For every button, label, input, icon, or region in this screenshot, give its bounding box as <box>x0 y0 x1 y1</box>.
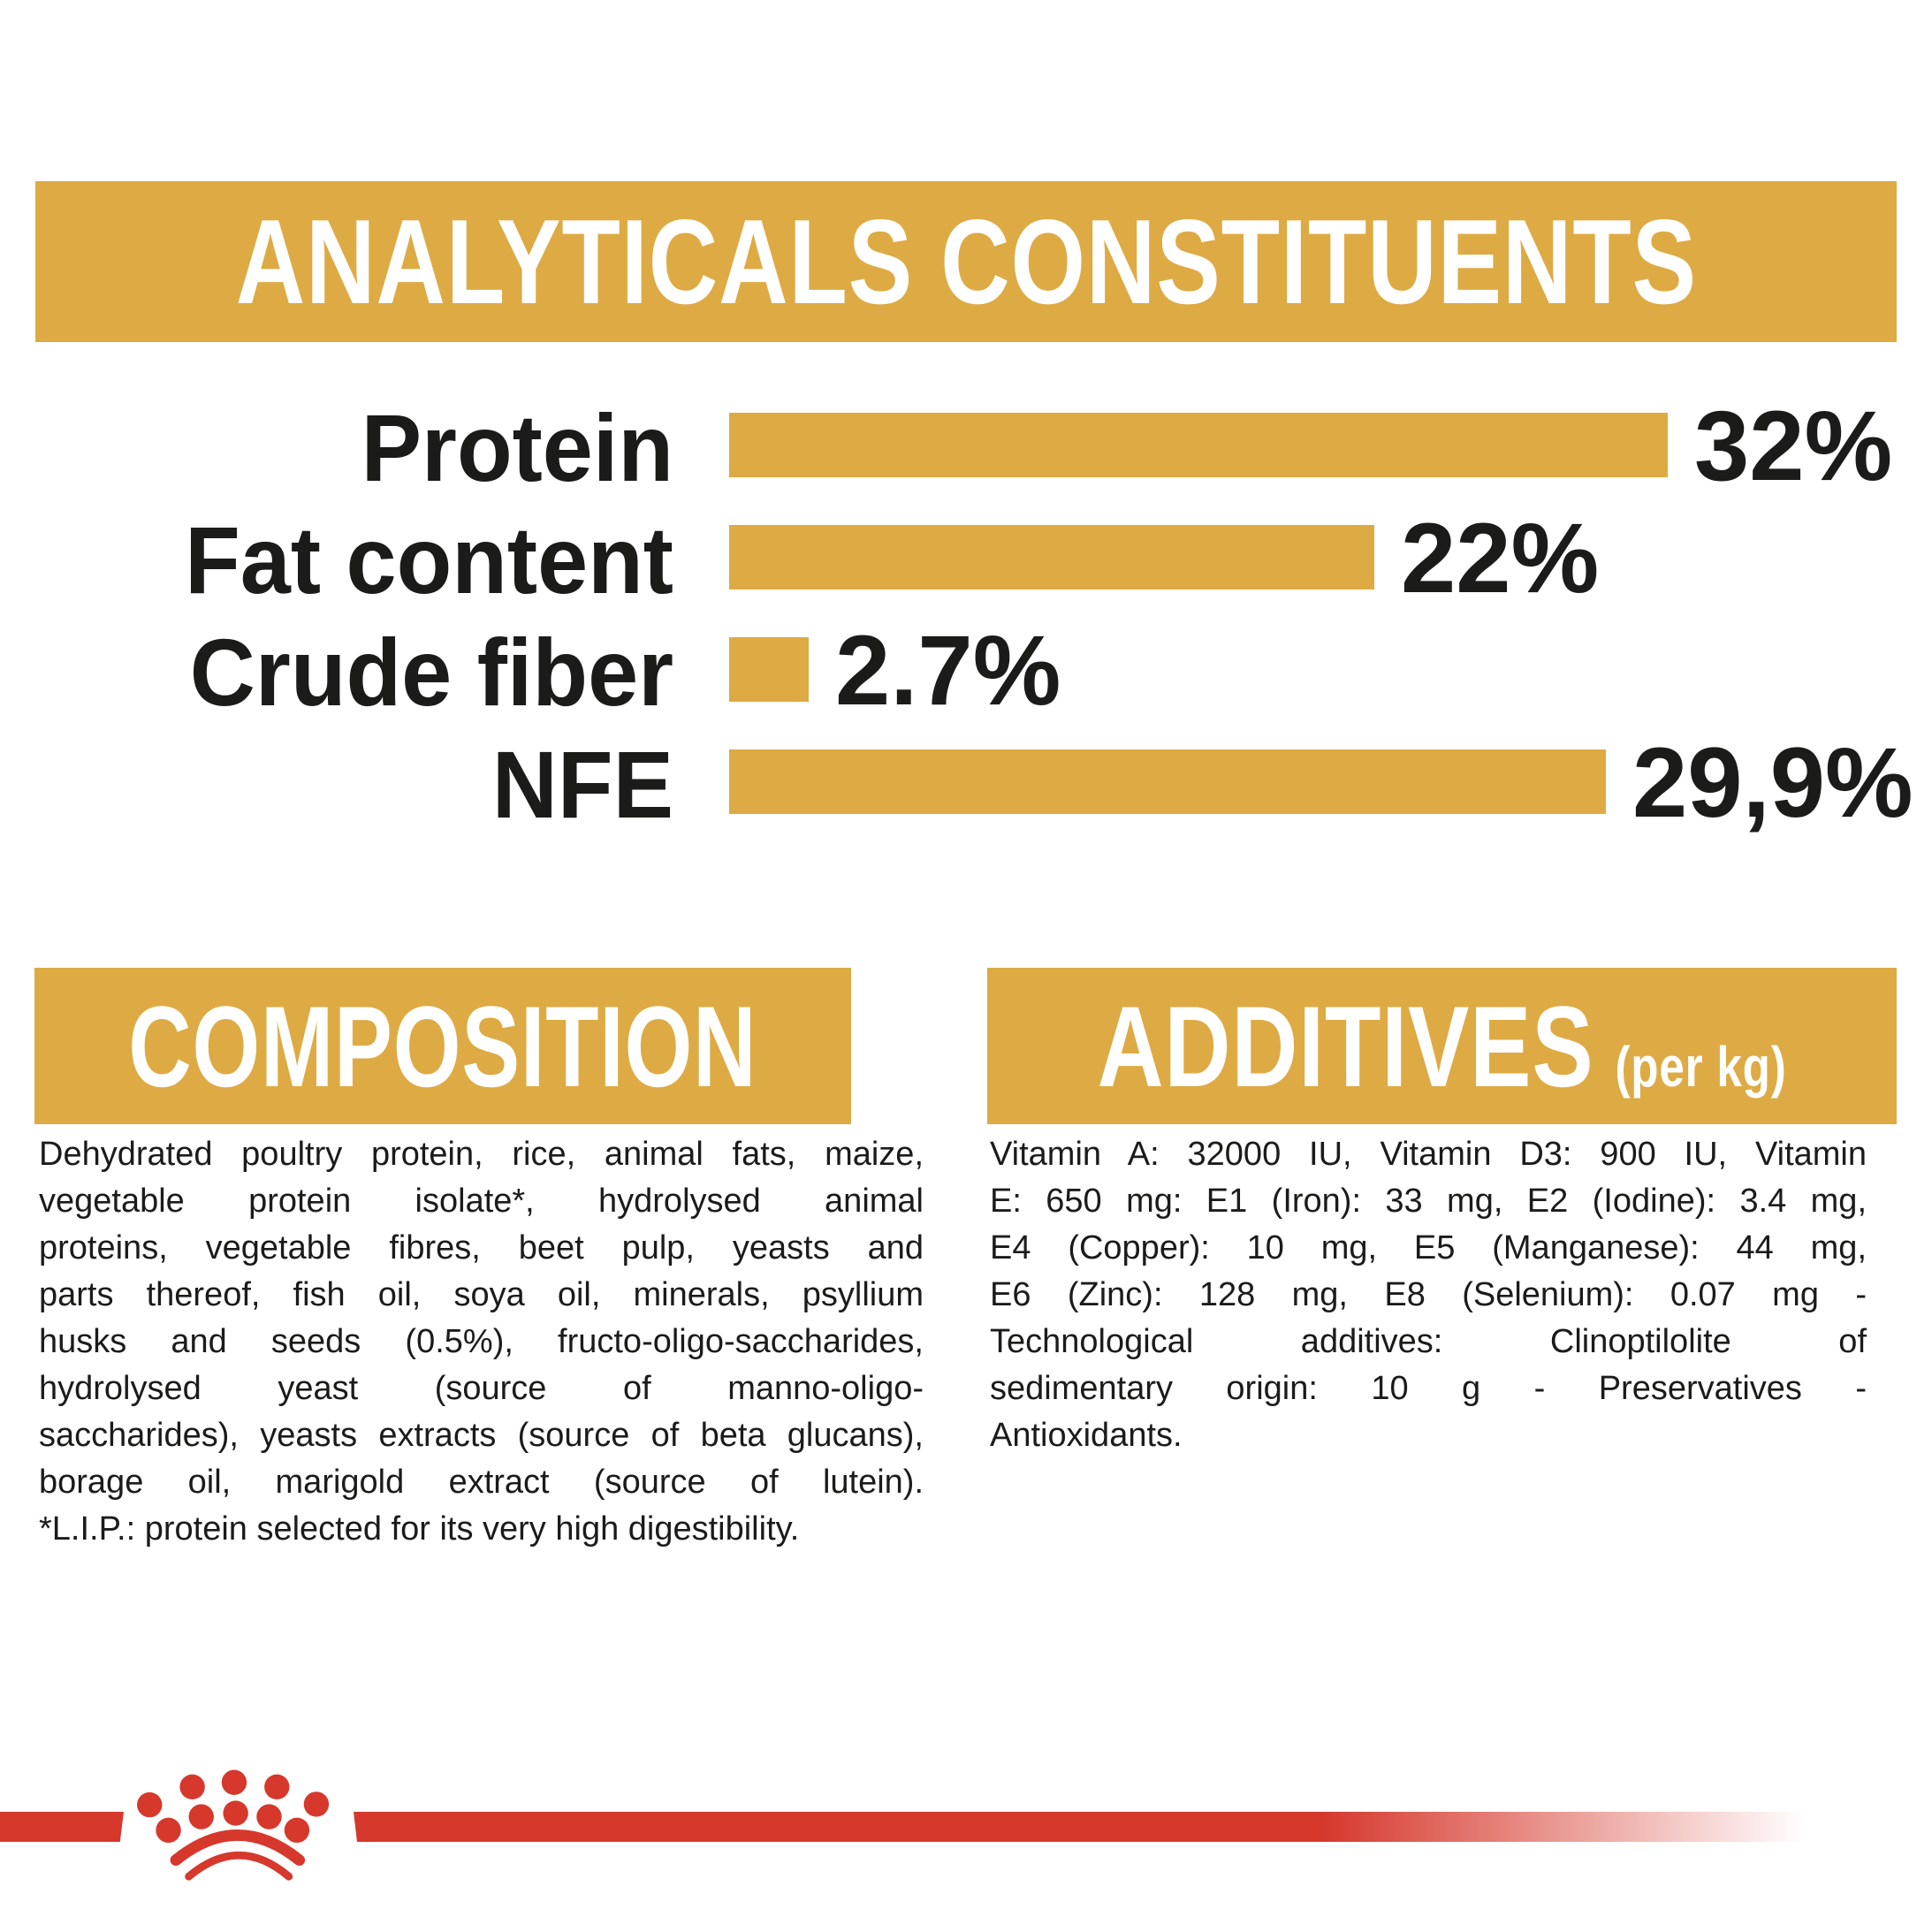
paragraph-line: sedimentary origin: 10 g - Preservatives - <box>990 1370 1867 1407</box>
bar <box>729 637 809 702</box>
section-header-composition <box>34 968 851 1124</box>
chart-row <box>0 727 1932 838</box>
royal-canin-crown-logo-icon <box>131 1757 346 1883</box>
additives-per-kg-label: (per kg) <box>1615 1034 1787 1099</box>
paragraph-line: saccharides), yeasts extracts (source of beta glucans), <box>39 1417 924 1454</box>
bar <box>729 525 1374 589</box>
paragraph-line: hydrolysed yeast (source of manno-oligo- <box>39 1370 924 1407</box>
composition-title: COMPOSITION <box>128 981 757 1111</box>
bar <box>729 749 1606 814</box>
chart-row <box>0 391 1932 501</box>
section-header-analyticals <box>35 181 1897 342</box>
category-label: Protein <box>361 394 673 501</box>
paragraph-line: E6 (Zinc): 128 mg, E8 (Selenium): 0.07 mg - <box>990 1276 1867 1313</box>
category-label: NFE <box>491 731 673 838</box>
paragraph-line: parts thereof, fish oil, soya oil, minerals, psyllium <box>39 1276 924 1313</box>
chart-row <box>0 615 1932 726</box>
value-label: 22% <box>1401 503 1600 613</box>
paragraph-line: vegetable protein isolate*, hydrolysed animal <box>39 1183 924 1220</box>
bar <box>729 413 1668 477</box>
red-divider-right <box>354 1812 1821 1842</box>
paragraph-line: borage oil, marigold extract (source of lutein). <box>39 1464 924 1501</box>
additives-paragraph <box>990 1131 1867 1459</box>
paragraph-line: E4 (Copper): 10 mg, E5 (Manganese): 44 mg, <box>990 1229 1867 1266</box>
paragraph-line: Antioxidants. <box>990 1417 1183 1454</box>
paragraph-line: proteins, vegetable fibres, beet pulp, yeasts and <box>39 1229 924 1266</box>
category-label: Fat content <box>185 506 673 613</box>
section-header-additives <box>987 968 1897 1124</box>
paragraph-line: Vitamin A: 32000 IU, Vitamin D3: 900 IU, Vitamin <box>990 1136 1867 1173</box>
paragraph-line: Technological additives: Clinoptilolite of <box>990 1323 1867 1360</box>
paragraph-line: Dehydrated poultry protein, rice, animal fats, maize, <box>39 1136 924 1173</box>
value-label: 29,9% <box>1632 727 1913 838</box>
paragraph-line: E: 650 mg: E1 (Iron): 33 mg, E2 (Iodine): 3.4 mg, <box>990 1183 1867 1220</box>
category-label: Crude fiber <box>189 619 673 726</box>
chart-row <box>0 503 1932 613</box>
analyticals-title: ANALYTICALS CONSTITUENTS <box>235 194 1697 329</box>
paragraph-line: husks and seeds (0.5%), fructo-oligo-saccharides, <box>39 1323 924 1360</box>
value-label: 32% <box>1694 391 1893 501</box>
additives-title: ADDITIVES (per kg) <box>1097 981 1787 1111</box>
value-label: 2.7% <box>835 615 1061 726</box>
paragraph-line: *L.I.P.: protein selected for its very high digestibility. <box>39 1510 800 1548</box>
composition-paragraph <box>39 1131 924 1553</box>
red-divider-left <box>0 1812 124 1842</box>
